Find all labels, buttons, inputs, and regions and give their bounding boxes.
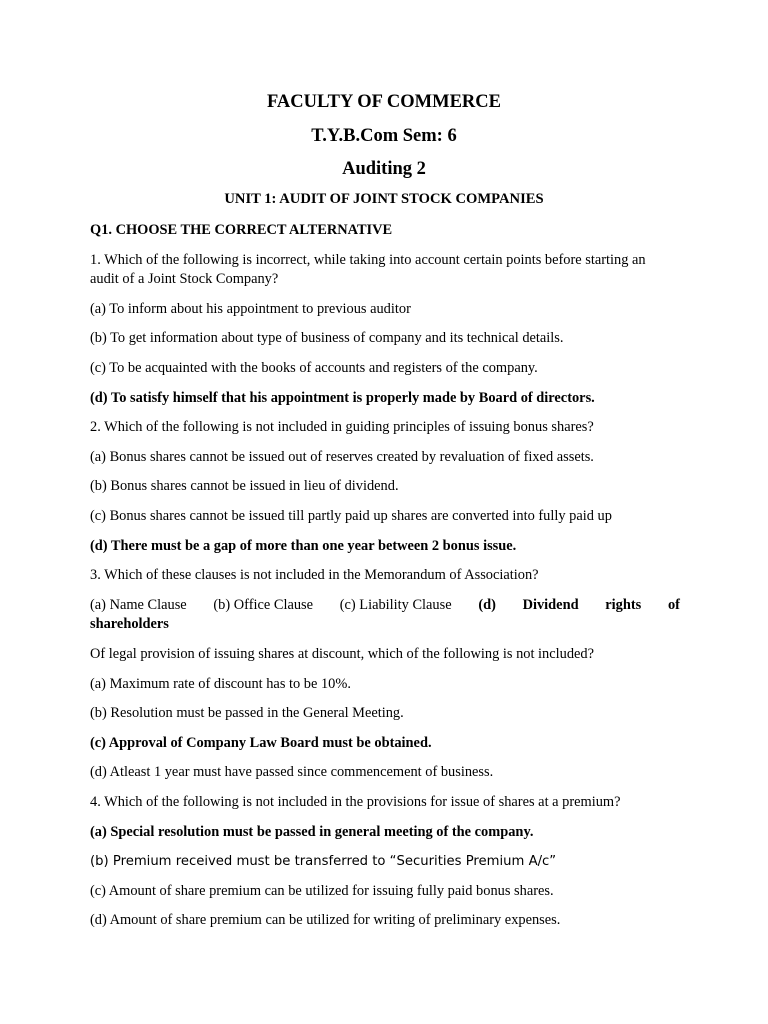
section-heading: Q1. CHOOSE THE CORRECT ALTERNATIVE — [90, 222, 393, 238]
q1-question-line1: 1. Which of the following is incorrect, while taking into account certain points before starting an — [90, 252, 646, 268]
q3-option-a: (a) Name Clause — [90, 597, 187, 613]
subject-title: Auditing 2 — [342, 159, 426, 179]
q4-option-c: (c) Amount of share premium can be utilized for issuing fully paid bonus shares. — [90, 883, 554, 899]
q3-option-b: (b) Office Clause — [213, 597, 314, 613]
q1-option-b: (b) To get information about type of business of company and its technical details. — [90, 330, 564, 346]
q2-option-c: (c) Bonus shares cannot be issued till partly paid up shares are converted into fully paid up — [90, 508, 612, 524]
q2-question: 2. Which of the following is not included in guiding principles of issuing bonus shares? — [90, 419, 594, 435]
q1-option-a: (a) To inform about his appointment to previous auditor — [90, 301, 411, 317]
q1-question-line2: audit of a Joint Stock Company? — [90, 271, 279, 287]
q3-option-d-label: (d) — [478, 597, 496, 613]
q1-option-d-answer: (d) To satisfy himself that his appointment is properly made by Board of directors. — [90, 390, 595, 406]
q4-option-b: (b) Premium received must be transferred to “Securities Premium A/c” — [90, 854, 557, 869]
qd-option-a: (a) Maximum rate of discount has to be 10%. — [90, 676, 351, 692]
q2-option-b: (b) Bonus shares cannot be issued in lieu of dividend. — [90, 478, 399, 494]
qd-option-c-answer: (c) Approval of Company Law Board must be obtained. — [90, 735, 432, 751]
q2-option-d-answer: (d) There must be a gap of more than one year between 2 bonus issue. — [90, 538, 517, 554]
q3-option-d-word1: Dividend — [522, 597, 579, 613]
q3-option-d-word2: rights — [605, 597, 642, 613]
qd-option-b: (b) Resolution must be passed in the General Meeting. — [90, 705, 404, 721]
qd-question: Of legal provision of issuing shares at discount, which of the following is not included? — [90, 646, 594, 662]
faculty-title: FACULTY OF COMMERCE — [267, 92, 501, 112]
q4-question: 4. Which of the following is not included in the provisions for issue of shares at a premium? — [90, 794, 621, 810]
q3-option-d-word3: of — [667, 597, 680, 613]
q2-option-a: (a) Bonus shares cannot be issued out of reserves created by revaluation of fixed assets. — [90, 449, 594, 465]
q1-option-c: (c) To be acquainted with the books of accounts and registers of the company. — [90, 360, 538, 376]
q3-option-d-line2: shareholders — [90, 616, 169, 632]
q3-option-c: (c) Liability Clause — [339, 597, 452, 613]
q3-options — [90, 596, 680, 634]
qd-option-d: (d) Atleast 1 year must have passed since commencement of business. — [90, 764, 494, 780]
unit-title: UNIT 1: AUDIT OF JOINT STOCK COMPANIES — [224, 191, 544, 207]
q4-option-d: (d) Amount of share premium can be utilized for writing of preliminary expenses. — [90, 912, 561, 928]
q4-option-a-answer: (a) Special resolution must be passed in general meeting of the company. — [90, 824, 534, 840]
q3-question: 3. Which of these clauses is not included in the Memorandum of Association? — [90, 567, 539, 583]
course-title: T.Y.B.Com Sem: 6 — [311, 126, 457, 146]
